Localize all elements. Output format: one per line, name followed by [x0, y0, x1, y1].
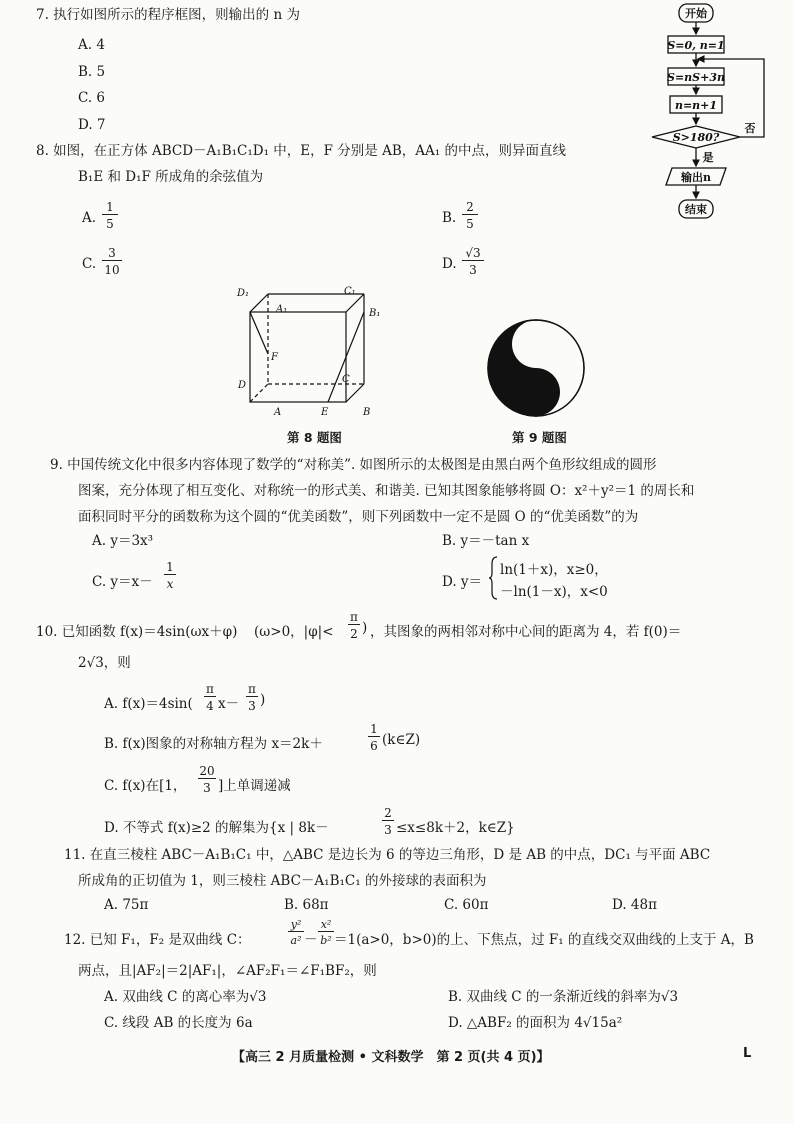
q9-option-d-pre: D. y＝ — [442, 574, 483, 590]
q8-option-c-den: 10 — [104, 263, 120, 277]
q7-option-c: C. 6 — [78, 90, 106, 106]
q12-option-a: A. 双曲线 C 的离心率为√3 — [104, 989, 267, 1005]
flow-condition: S>180? — [672, 131, 720, 144]
q10-option-c-post: ]上单调递减 — [218, 778, 291, 794]
q8-option-c-label: C. — [82, 256, 97, 272]
q8-option-b-den: 5 — [466, 217, 474, 231]
q8-option-b-label: B. — [442, 210, 457, 226]
fig9-caption: 第 9 题图 — [512, 430, 567, 445]
q10-stem-cond-den: 2 — [350, 627, 358, 641]
cube-label-a1: A₁ — [276, 304, 288, 315]
q12-option-c: C. 线段 AB 的长度为 6a — [104, 1015, 253, 1031]
q11-option-c: C. 60π — [444, 897, 489, 913]
q12-f2-num: x² — [318, 918, 334, 932]
q10-option-d-pre: D. 不等式 f(x)≥2 的解集为{x | 8k－ — [104, 820, 329, 836]
cube-label-f: F — [271, 352, 278, 363]
q12-option-d: D. △ABF₂ 的面积为 4√15a² — [448, 1015, 623, 1031]
flow-update-s: S=nS+3n — [667, 71, 725, 84]
q12-stem-post: ＝1(a>0，b>0)的上、下焦点，过 F₁ 的直线交双曲线的上支于 A，B — [334, 932, 754, 948]
q10-option-a-f1-num: π — [204, 682, 216, 697]
q10-option-a-f1-den: 4 — [206, 699, 214, 713]
q8-stem-line1: 8. 如图，在正方体 ABCD－A₁B₁C₁D₁ 中，E，F 分别是 AB，AA₁ 的中点，则异面直线 — [36, 143, 566, 159]
q12-f1-num: y² — [288, 918, 304, 932]
taiji-figure — [486, 318, 586, 418]
cube-label-c: C — [342, 374, 350, 385]
q10-option-d-num: 2 — [382, 806, 394, 821]
cube-label-c1: C₁ — [344, 286, 356, 297]
q7-option-a: A. 4 — [78, 37, 105, 53]
q7-option-d: D. 7 — [78, 117, 106, 133]
q10-option-a-f2-den: 3 — [248, 699, 256, 713]
q12-line2: 两点，且|AF₂|＝2|AF₁|，∠AF₂F₁＝∠F₁BF₂，则 — [78, 963, 377, 979]
q9-option-c-den: x — [166, 577, 174, 591]
q8-option-a-label: A. — [82, 210, 97, 226]
flow-init: S=0, n=1 — [667, 39, 725, 52]
q9-option-d-case2: －ln(1－x)，x<0 — [500, 584, 608, 600]
q8-option-a-den: 5 — [106, 217, 114, 231]
page-mark: L — [743, 1046, 752, 1061]
cube-label-b: B — [363, 407, 371, 418]
q9-line3: 面积同时平分的函数称为这个圆的“优美函数”，则下列函数中一定不是圆 O 的“优美函数”的为 — [78, 509, 639, 525]
q10-option-c-num: 20 — [199, 764, 215, 778]
q10-stem-line2: 2√3，则 — [78, 655, 131, 671]
flow-no: 否 — [744, 122, 756, 135]
q10-option-a-mid: x－ — [218, 696, 240, 712]
q10-option-b-den: 6 — [370, 739, 378, 753]
q11-option-b: B. 68π — [284, 897, 329, 913]
q9-line1: 9. 中国传统文化中很多内容体现了数学的“对称美”. 如图所示的太极图是由黑白两个鱼形纹组成的圆形 — [50, 457, 657, 473]
flowchart-diagram — [636, 0, 786, 226]
q7-option-b: B. 5 — [78, 64, 106, 80]
cube-label-b1: B₁ — [369, 308, 381, 319]
q8-stem-line2: B₁E 和 D₁F 所成角的余弦值为 — [78, 169, 264, 185]
flow-yes: 是 — [702, 151, 714, 164]
q12-option-b: B. 双曲线 C 的一条渐近线的斜率为√3 — [448, 989, 679, 1005]
q10-stem-cond-num: π — [348, 610, 360, 625]
q11-option-a: A. 75π — [104, 897, 149, 913]
q8-option-c-num: 3 — [102, 246, 122, 261]
q10-option-b-post: (k∈Z) — [382, 732, 421, 748]
q9-option-d-brace — [488, 556, 498, 600]
q10-option-a-close: ) — [260, 692, 266, 708]
fig8-caption: 第 8 题图 — [287, 430, 342, 445]
q10-option-c-den: 3 — [203, 781, 211, 795]
cube-label-e: E — [321, 407, 329, 418]
q10-option-b-num: 1 — [368, 722, 380, 737]
flow-output: 输出n — [681, 171, 711, 184]
q8-option-b-num: 2 — [462, 200, 478, 215]
q8-option-a-num: 1 — [102, 200, 118, 215]
q11-option-d: D. 48π — [612, 897, 657, 913]
q10-stem-pre: 10. 已知函数 f(x)＝4sin(ωx＋φ) — [36, 624, 238, 640]
cube-label-a: A — [274, 407, 282, 418]
q9-option-d-case1: ln(1＋x)，x≥0， — [500, 562, 608, 578]
q9-line2: 图案，充分体现了相互变化、对称统一的形式美、和谐美. 已知其图象能够将圆 O：x²＋y²＝1 的周长和 — [78, 483, 695, 499]
q8-option-d-num: √3 — [462, 246, 484, 261]
q7-stem: 7. 执行如图所示的程序框图，则输出的 n 为 — [36, 7, 300, 23]
q10-option-a-pre: A. f(x)＝4sin( — [104, 696, 193, 712]
q10-option-d-den: 3 — [384, 823, 392, 837]
q9-option-a: A. y＝3x³ — [92, 533, 154, 549]
q10-option-a-f2-num: π — [246, 682, 258, 697]
flow-end: 结束 — [685, 203, 707, 216]
q9-option-b: B. y＝－tan x — [442, 533, 530, 549]
q11-line2: 所成角的正切值为 1，则三棱柱 ABC－A₁B₁C₁ 的外接球的表面积为 — [78, 873, 487, 889]
q9-option-c-pre: C. y＝x－ — [92, 574, 153, 590]
cube-label-d: D — [238, 380, 247, 391]
q8-option-d-den: 3 — [469, 263, 477, 277]
flow-start: 开始 — [685, 7, 707, 20]
q10-stem-post: ，其图象的两相邻对称中心间的距离为 4，若 f(0)＝ — [370, 624, 682, 640]
q12-f1-den: a² — [290, 934, 302, 947]
q10-option-d-post: ≤x≤8k＋2，k∈Z} — [396, 820, 515, 836]
page-footer: 【高三 2 月质量检测 • 文科数学 第 2 页(共 4 页)】 — [232, 1050, 550, 1065]
q10-stem-cond: (ω>0，|φ|< — [254, 624, 334, 640]
flow-update-n: n=n+1 — [674, 99, 718, 112]
q10-option-b-pre: B. f(x)图象的对称轴方程为 x＝2k＋ — [104, 736, 323, 752]
q8-option-d-label: D. — [442, 256, 457, 272]
q12-stem-pre: 12. 已知 F₁，F₂ 是双曲线 C： — [64, 932, 251, 948]
q10-option-c-pre: C. f(x)在[1， — [104, 778, 187, 794]
cube-figure — [232, 282, 392, 422]
q12-minus: － — [304, 932, 318, 948]
q11-line1: 11. 在直三棱柱 ABC－A₁B₁C₁ 中，△ABC 是边长为 6 的等边三角形，D 是 AB 的中点，DC₁ 与平面 ABC — [64, 847, 711, 863]
q9-option-c-num: 1 — [164, 560, 176, 575]
q12-f2-den: b² — [320, 934, 332, 947]
cube-label-d1: D₁ — [237, 288, 250, 299]
q10-stem-cond-close: ) — [362, 620, 368, 636]
